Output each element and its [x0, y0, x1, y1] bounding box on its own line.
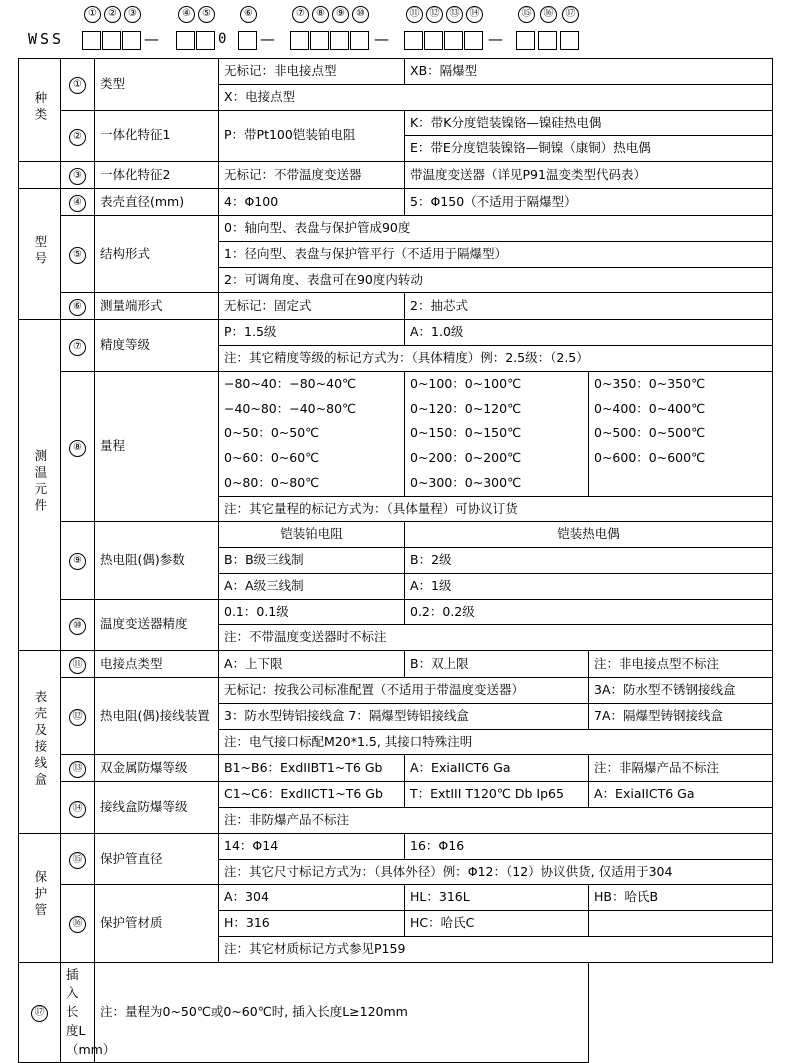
group-xinghao: 型号 — [19, 189, 61, 320]
row-name-11: 电接点类型 — [95, 651, 219, 678]
cell-9-head1: 铠装铂电阻 — [219, 522, 405, 548]
code-box-7 — [290, 31, 309, 50]
row-name-7: 精度等级 — [95, 320, 219, 372]
cell-15-b: 16：Φ16 — [405, 833, 773, 859]
cell-6-a: 无标记：固定式 — [219, 293, 405, 320]
range-c3-r5 — [589, 471, 773, 496]
cell-12-note: 注：电气接口标配M20*1.5, 其接口特殊注明 — [219, 729, 773, 755]
row-number-5: ⑤ — [61, 216, 95, 293]
table-row — [19, 216, 773, 242]
range-c2-r5: 0~300：0~300℃ — [405, 471, 589, 496]
range-c1-r2: −40~80：−40~80℃ — [219, 397, 405, 422]
code-box-2 — [102, 31, 121, 50]
table-row — [19, 678, 773, 704]
cell-14-b: T：ExtIII T120℃ Db Ip65 — [405, 782, 589, 808]
code-header — [18, 6, 772, 58]
row-name-10: 温度变送器精度 — [95, 599, 219, 651]
cell-2-b: K：带K分度铠装镍铬—镍硅热电偶 — [405, 110, 773, 136]
marker-9: ⑨ — [332, 6, 349, 23]
table-row — [19, 162, 773, 189]
cell-12-a2: 3A：防水型不锈钢接线盒 — [589, 678, 773, 704]
cell-16-a2: HL：316L — [405, 885, 589, 911]
table-row — [19, 293, 773, 320]
row-name-12: 热电阻(偶)接线装置 — [95, 678, 219, 755]
cell-12-b2: 7A：隔爆型铸钢接线盒 — [589, 703, 773, 729]
range-c3-r3: 0~500：0~500℃ — [589, 421, 773, 446]
code-box-3 — [122, 31, 141, 50]
cell-16-a3: HB：哈氏B — [589, 885, 773, 911]
cell-17-note: 注：量程为0~50℃或0~60℃时, 插入长度L≥120mm — [95, 962, 589, 1063]
row-number-10: ⑩ — [61, 599, 95, 651]
row-number-2: ② — [61, 110, 95, 162]
row-number-14: ⑭ — [61, 782, 95, 834]
range-c3-r2: 0~400：0~400℃ — [589, 397, 773, 422]
cell-13-a: B1~B6：ExdIIBT1~T6 Gb — [219, 755, 405, 782]
cell-10-note: 注：不带温度变送器时不标注 — [219, 625, 773, 651]
table-row — [19, 371, 773, 396]
cell-16-b3 — [589, 911, 773, 937]
marker-16: ⑯ — [540, 6, 557, 23]
marker-10: ⑩ — [352, 6, 369, 23]
cell-16-note: 注：其它材质标记方式参见P159 — [219, 936, 773, 962]
row-name-14: 接线盒防爆等级 — [95, 782, 219, 834]
code-box-15 — [516, 31, 535, 50]
cell-11-c: 注：非电接点型不标注 — [589, 651, 773, 678]
table-row — [19, 522, 773, 548]
code-box-8 — [310, 31, 329, 50]
cell-13-b: A：ExiaIICT6 Ga — [405, 755, 589, 782]
cell-14-a: C1~C6：ExdIICT1~T6 Gb — [219, 782, 405, 808]
cell-3-b: 带温度变送器（详见P91温变类型代码表） — [405, 162, 773, 189]
row-name-5: 结构形式 — [95, 216, 219, 293]
table-row — [19, 189, 773, 216]
marker-14: ⑭ — [466, 6, 483, 23]
table-row — [19, 599, 773, 625]
marker-2: ② — [104, 6, 121, 23]
row-number-1: ① — [61, 59, 95, 111]
code-box-4 — [176, 31, 195, 50]
cell-7-note: 注：其它精度等级的标记方式为：（具体精度）例：2.5级：（2.5） — [219, 346, 773, 372]
cell-6-b: 2：抽芯式 — [405, 293, 773, 320]
row-name-16: 保护管材质 — [95, 885, 219, 962]
table-row — [19, 320, 773, 346]
row-name-3: 一体化特征2 — [95, 162, 219, 189]
table-row — [19, 782, 773, 808]
group-zhonglei-cont — [19, 162, 61, 189]
cell-15-note: 注：其它尺寸标记方式为：（具体外径）例：Φ12：（12）协议供货, 仅适用于304 — [219, 859, 773, 885]
code-box-6 — [238, 31, 257, 50]
table-row — [19, 59, 773, 85]
marker-5: ⑤ — [198, 6, 215, 23]
cell-1-c: X：电接点型 — [219, 84, 773, 110]
group-cewen: 测温元件 — [19, 320, 61, 651]
cell-3-a: 无标记：不带温度变送器 — [219, 162, 405, 189]
cell-14-note: 注：非防爆产品不标注 — [219, 808, 773, 834]
code-box-11 — [404, 31, 423, 50]
marker-4: ④ — [178, 6, 195, 23]
cell-13-c: 注：非隔爆产品不标注 — [589, 755, 773, 782]
row-number-3: ③ — [61, 162, 95, 189]
row-name-8: 量程 — [95, 371, 219, 522]
code-prefix: WSS — [28, 30, 65, 48]
code-line — [18, 28, 772, 56]
cell-7-b: A：1.0级 — [405, 320, 773, 346]
range-c1-r5: 0~80：0~80℃ — [219, 471, 405, 496]
code-box-16 — [538, 31, 557, 50]
marker-1: ① — [84, 6, 101, 23]
row-number-7: ⑦ — [61, 320, 95, 372]
range-c2-r4: 0~200：0~200℃ — [405, 446, 589, 471]
cell-9-a2: B：2级 — [405, 548, 773, 574]
marker-6: ⑥ — [240, 6, 257, 23]
marker-row — [18, 6, 772, 26]
table-row — [19, 110, 773, 136]
cell-2-a: P：带Pt100铠装铂电阻 — [219, 110, 405, 162]
cell-9-head2: 铠装热电偶 — [405, 522, 773, 548]
code-box-13 — [444, 31, 463, 50]
row-number-8: ⑧ — [61, 371, 95, 522]
table-row — [19, 885, 773, 911]
range-c1-r3: 0~50：0~50℃ — [219, 421, 405, 446]
range-c3-r1: 0~350：0~350℃ — [589, 371, 773, 396]
code-dash-1: — — [144, 30, 159, 48]
cell-10-a: 0.1：0.1级 — [219, 599, 405, 625]
table-row — [19, 833, 773, 859]
row-number-11: ⑪ — [61, 651, 95, 678]
code-box-14 — [464, 31, 483, 50]
row-number-16: ⑯ — [61, 885, 95, 962]
row-number-6: ⑥ — [61, 293, 95, 320]
marker-17: ⑰ — [562, 6, 579, 23]
cell-14-c: A：ExiaIICT6 Ga — [589, 782, 773, 808]
marker-15: ⑮ — [518, 6, 535, 23]
row-number-13: ⑬ — [61, 755, 95, 782]
row-name-15: 保护管直径 — [95, 833, 219, 885]
table-row — [19, 651, 773, 678]
row-number-4: ④ — [61, 189, 95, 216]
cell-9-a1: B：B级三线制 — [219, 548, 405, 574]
row-number-9: ⑨ — [61, 522, 95, 599]
range-c2-r2: 0~120：0~120℃ — [405, 397, 589, 422]
table-row — [19, 962, 773, 1063]
cell-12-a1: 无标记：按我公司标准配置（不适用于带温度变送器） — [219, 678, 589, 704]
row-name-9: 热电阻(偶)参数 — [95, 522, 219, 599]
row-number-12: ⑫ — [61, 678, 95, 755]
row-name-2: 一体化特征1 — [95, 110, 219, 162]
code-box-12 — [424, 31, 443, 50]
code-box-1 — [82, 31, 101, 50]
row-name-6: 测量端形式 — [95, 293, 219, 320]
cell-9-b2: A：1级 — [405, 573, 773, 599]
cell-9-b1: A：A级三线制 — [219, 573, 405, 599]
table-row — [19, 755, 773, 782]
cell-5-c: 2：可调角度、表盘可在90度内转动 — [219, 267, 773, 293]
row-number-15: ⑮ — [61, 833, 95, 885]
code-dash-4: — — [488, 30, 503, 48]
range-c1-r4: 0~60：0~60℃ — [219, 446, 405, 471]
cell-1-b: XB：隔爆型 — [405, 59, 773, 85]
range-c2-r3: 0~150：0~150℃ — [405, 421, 589, 446]
cell-8-note: 注：其它量程的标记方式为：（具体量程）可协议订货 — [219, 496, 773, 522]
cell-4-b: 5：Φ150（不适用于隔爆型） — [405, 189, 773, 216]
range-c1-r1: −80~40：−80~40℃ — [219, 371, 405, 396]
code-box-5 — [196, 31, 215, 50]
code-zero: 0 — [218, 31, 227, 47]
row-name-17: 插入长度L（mm） — [61, 962, 95, 1063]
marker-13: ⑬ — [446, 6, 463, 23]
cell-1-a: 无标记：非电接点型 — [219, 59, 405, 85]
cell-4-a: 4：Φ100 — [219, 189, 405, 216]
row-number-17: ⑰ — [19, 962, 61, 1063]
range-c2-r1: 0~100：0~100℃ — [405, 371, 589, 396]
cell-5-a: 0：轴向型、表盘与保护管成90度 — [219, 216, 773, 242]
cell-5-b: 1：径向型、表盘与保护管平行（不适用于隔爆型） — [219, 241, 773, 267]
marker-3: ③ — [124, 6, 141, 23]
code-box-17 — [560, 31, 579, 50]
cell-11-a: A：上下限 — [219, 651, 405, 678]
range-c3-r4: 0~600：0~600℃ — [589, 446, 773, 471]
cell-15-a: 14：Φ14 — [219, 833, 405, 859]
group-baohuguan: 保护管 — [19, 833, 61, 962]
cell-10-b: 0.2：0.2级 — [405, 599, 773, 625]
spec-table — [18, 58, 773, 1063]
row-name-13: 双金属防爆等级 — [95, 755, 219, 782]
code-box-10 — [350, 31, 369, 50]
marker-12: ⑫ — [426, 6, 443, 23]
cell-7-a: P：1.5级 — [219, 320, 405, 346]
cell-16-b1: H：316 — [219, 911, 405, 937]
cell-12-b1: 3：防水型铸铝接线盒 7：隔爆型铸铝接线盒 — [219, 703, 589, 729]
code-box-9 — [330, 31, 349, 50]
cell-2-c: E：带E分度铠装镍铬—铜镍（康铜）热电偶 — [405, 136, 773, 162]
code-dash-3: — — [374, 30, 389, 48]
marker-8: ⑧ — [312, 6, 329, 23]
row-name-1: 类型 — [95, 59, 219, 111]
cell-16-b2: HC：哈氏C — [405, 911, 589, 937]
row-name-4: 表壳直径(mm) — [95, 189, 219, 216]
cell-16-a1: A：304 — [219, 885, 405, 911]
cell-11-b: B：双上限 — [405, 651, 589, 678]
group-zhonglei: 种类 — [19, 59, 61, 162]
group-biaoke: 表壳及接线盒 — [19, 651, 61, 834]
marker-7: ⑦ — [292, 6, 309, 23]
code-dash-2: — — [260, 30, 275, 48]
marker-11: ⑪ — [406, 6, 423, 23]
